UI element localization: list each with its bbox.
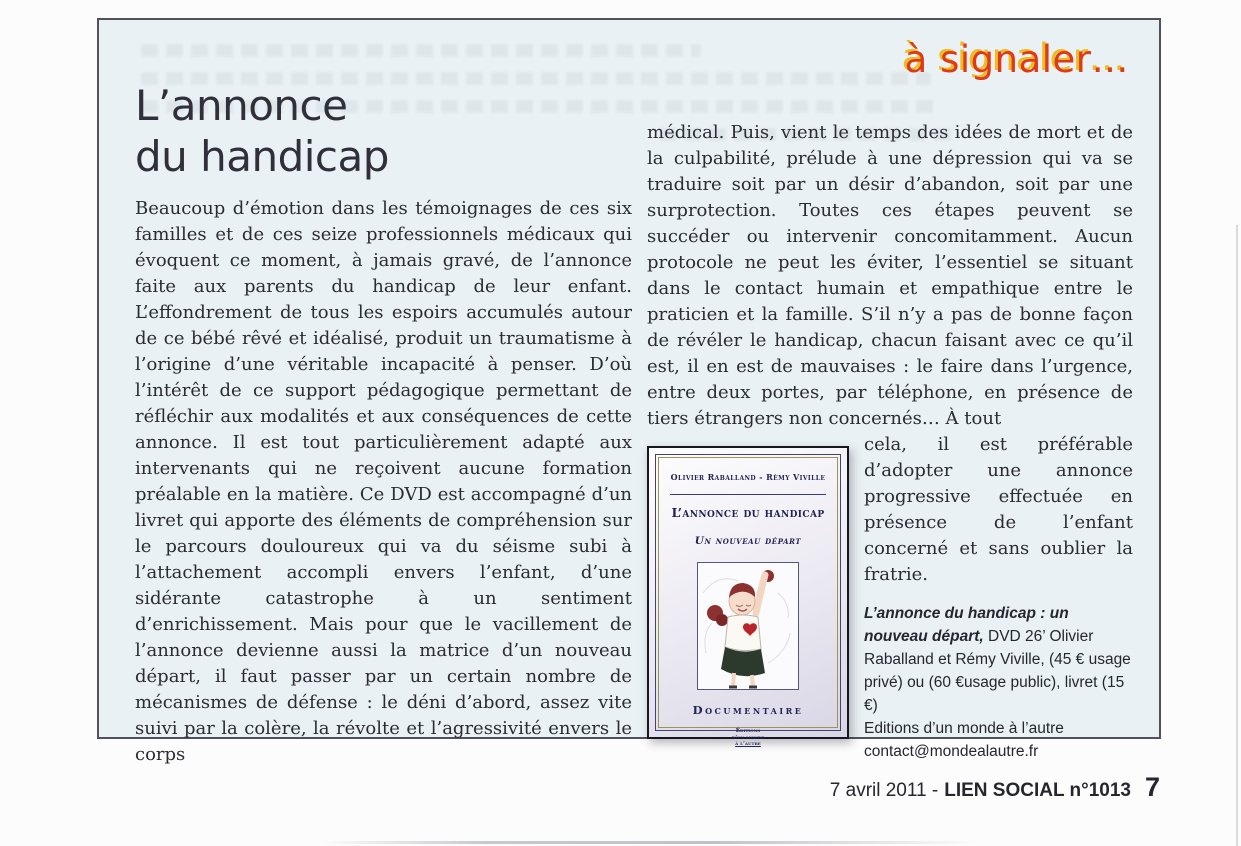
article-panel bbox=[97, 18, 1161, 765]
dvd-caption-title: L’annonce du handicap : un nouveau départ, bbox=[864, 605, 1069, 645]
dvd-cover-genre: Documentaire bbox=[692, 703, 804, 717]
dvd-cover-outer-frame bbox=[655, 454, 841, 747]
dvd-cover-divider bbox=[670, 494, 827, 495]
dvd-caption-publisher: Editions d’un monde à l’autre bbox=[864, 720, 1064, 737]
dvd-cover-illustration bbox=[697, 562, 799, 690]
dvd-cover-publisher-logo bbox=[732, 728, 765, 748]
dvd-publisher-line2: d’un monde bbox=[731, 734, 765, 741]
footer-page-number: 7 bbox=[1144, 772, 1160, 802]
dvd-caption-details: DVD 26’ Olivier Raballand et Rémy Viville, (45 € usage privé) ou (60 €usage public), livret (15 €) bbox=[864, 628, 1131, 714]
scan-artifact-bottom bbox=[320, 841, 980, 844]
article-paragraph-right-1: médical. Puis, vient le temps des idées de mort et de la culpabilité, prélude à une dépression qui va se traduire soit par un désir d’abandon, soit par une surprotection. Toutes ces étapes peuvent se succéder ou intervenir concomitamment. Aucun protocole ne peut les éviter, l’essentiel se situant dans le contact humain et empathique entre le praticien et la famille. S’il n’y a pas de bonne façon de révéler le handicap, chacun faisant avec ce qu’il est, il en est de mauvaises : le faire dans l’urgence, entre deux portes, par téléphone, en présence de tiers étrangers non concernés… À tout bbox=[647, 122, 1133, 429]
dvd-publisher-line3: à l’autre bbox=[735, 741, 761, 747]
dvd-cover-subtitle: Un nouveau départ bbox=[694, 535, 802, 547]
article-paragraph-right-2: cela, il est préférable d’adopter une annonce progressive effectuée en présence de l’enfant concerné et sans oublier la fratrie. bbox=[864, 434, 1133, 585]
dvd-cover-authors: Olivier Raballand - Rémy Viville bbox=[670, 472, 826, 482]
article-paragraph-left: Beaucoup d’émotion dans les témoignages de ces six familles et de ces seize professionnels médicaux qui évoquent ce moment, à jamais gravé, de l’annonce faite aux parents du handicap de leur enfant. L’effondrement de tous les espoirs accumulés autour de ce bébé rêvé et idéalisé, produit un traumatisme à l’origine d’une véritable incapacité à penser. D’où l’intérêt de ce support pédagogique permettant de réfléchir aux modalités et aux conséquences de cette annonce. Il est tout particulièrement adapté aux intervenants qui ne reçoivent aucune formation préalable en la matière. Ce DVD est accompagné d’un livret qui apporte des éléments de compréhension sur le parcours douloureux qui va du séisme subi à l’attachement accompli envers l’enfant, d’une sidérante catastrophe à un sentiment d’enrichissement. Mais pour que le vacillement de l’annonce devienne aussi la matrice d’un nouveau départ, il faut passer par un certain nombre de mécanismes de défense : le déni d’abord, assez vite suivi par la colère, la révolte et l’agressivité envers le corps bbox=[135, 198, 632, 765]
article-title bbox=[135, 80, 389, 182]
section-label: à signaler… bbox=[904, 38, 1129, 81]
dvd-publisher-line1: Éditions bbox=[735, 728, 761, 734]
footer-date: 7 avril 2011 - bbox=[829, 780, 939, 801]
page-footer bbox=[830, 772, 1160, 803]
article-title-line1: L’annonce bbox=[135, 81, 348, 130]
dvd-cover-inner-frame bbox=[658, 457, 838, 747]
article-column-right bbox=[647, 120, 1133, 763]
dvd-cover-photo bbox=[647, 446, 849, 747]
scan-bleed-through bbox=[141, 44, 701, 57]
article-column-left bbox=[135, 196, 632, 768]
scan-artifact-right-edge bbox=[1236, 225, 1238, 846]
article-title-line2: du handicap bbox=[135, 132, 389, 181]
footer-journal-name: LIEN SOCIAL n°1013 bbox=[944, 780, 1131, 801]
dvd-caption-contact-email: contact@mondealautre.fr bbox=[864, 743, 1039, 760]
dvd-cover-title: L’annonce du handicap bbox=[671, 505, 825, 520]
girl-with-pigtails-drawing bbox=[698, 563, 798, 689]
